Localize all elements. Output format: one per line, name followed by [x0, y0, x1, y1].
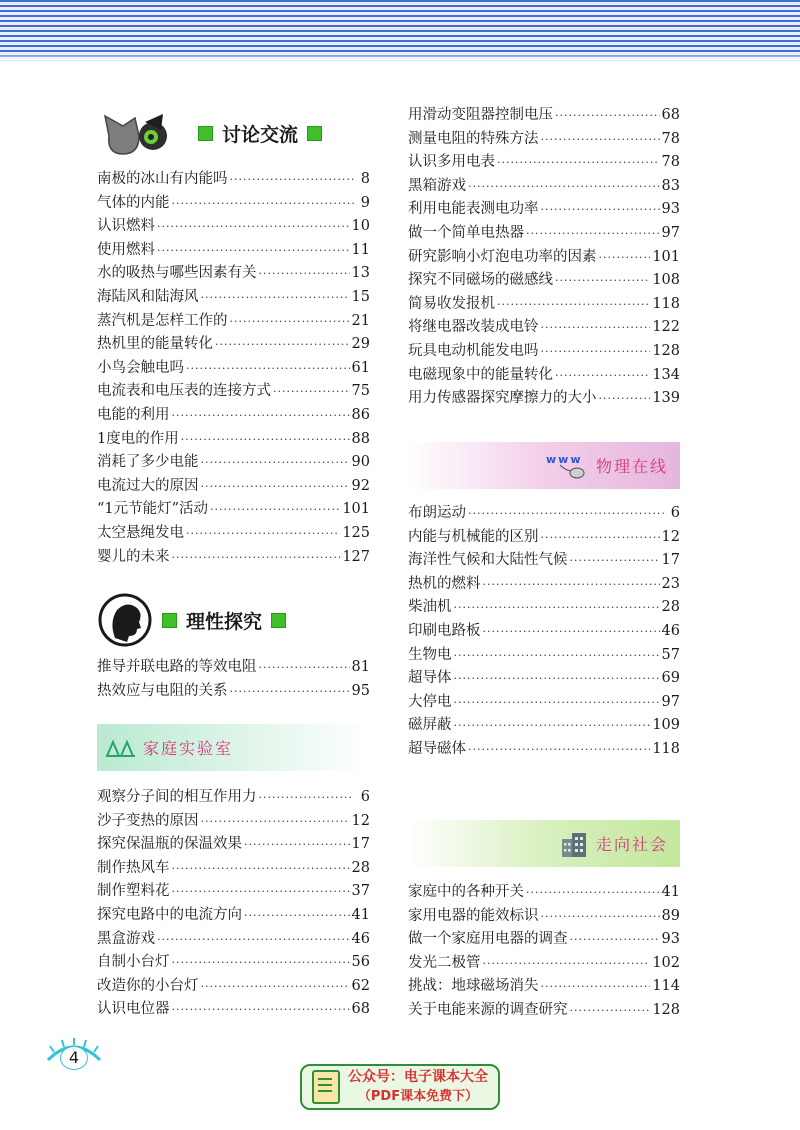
toc-entry-page: 41 — [351, 906, 370, 923]
green-square-icon — [271, 613, 286, 628]
page-number: 4 — [60, 1046, 88, 1070]
toc-entry — [97, 498, 370, 522]
toc-entry — [97, 286, 370, 310]
toc-entry — [408, 596, 680, 620]
toc-leader-dots — [230, 168, 355, 192]
toc-entry-title: 内能与机械能的区别 — [408, 528, 539, 545]
toc-entry — [408, 340, 680, 364]
toc-entry-page: 46 — [351, 930, 370, 947]
toc-entry — [408, 644, 680, 668]
toc-entry-page: 61 — [351, 359, 370, 376]
toc-entry-page: 9 — [360, 194, 370, 211]
toc-entry — [408, 714, 680, 738]
toc-entry — [408, 104, 680, 128]
toc-entry-title: 1度电的作用 — [97, 430, 179, 447]
toc-entry — [97, 333, 370, 357]
toc-entry — [97, 928, 370, 952]
toc-entry — [408, 952, 680, 976]
www-mouse-icon — [544, 451, 590, 481]
toc-entry-page: 89 — [661, 907, 680, 924]
toc-entry-title: 认识多用电表 — [408, 154, 495, 171]
watermark-line2: （PDF课本免费下） — [357, 1089, 479, 1104]
toc-entry-page: 13 — [351, 265, 370, 282]
flask-icon — [105, 738, 137, 758]
toc-entry — [408, 549, 680, 573]
toc-entry-title: 用力传感器探究摩擦力的大小 — [408, 390, 597, 407]
toc-entry-title: 探究电路中的电流方向 — [97, 906, 242, 923]
toc-leader-dots — [210, 498, 340, 522]
toc-entry-title: 简易收发报机 — [408, 295, 495, 312]
toc-leader-dots — [541, 340, 651, 364]
toc-leader-dots — [186, 357, 350, 381]
toc-entry-title: 电能的利用 — [97, 406, 170, 423]
toc-leader-dots — [570, 928, 660, 952]
toc-list-physics-online — [408, 502, 680, 762]
toc-leader-dots — [273, 380, 350, 404]
toc-entry-page: 134 — [652, 366, 680, 383]
cat-discussion-icon — [101, 108, 189, 158]
toc-leader-dots — [483, 620, 660, 644]
toc-entry — [97, 428, 370, 452]
toc-entry-page: 8 — [360, 171, 370, 187]
toc-leader-dots — [454, 644, 660, 668]
toc-entry — [97, 975, 370, 999]
toc-entry-page: 93 — [661, 201, 680, 218]
toc-entry-page: 139 — [652, 390, 680, 407]
toc-entry — [97, 451, 370, 475]
toc-entry — [97, 262, 370, 286]
toc-leader-dots — [541, 905, 660, 929]
toc-entry — [408, 293, 680, 317]
toc-entry — [97, 380, 370, 404]
toc-entry-page: 97 — [661, 224, 680, 241]
toc-entry — [408, 667, 680, 691]
toc-entry — [97, 786, 370, 810]
toc-entry-title: 南极的冰山有内能吗 — [97, 171, 228, 187]
toc-leader-dots — [244, 904, 350, 928]
toc-leader-dots — [541, 526, 660, 550]
toc-leader-dots — [172, 951, 350, 975]
toc-entry — [408, 999, 680, 1023]
toc-entry-page: 21 — [351, 312, 370, 329]
toc-entry-page: 101 — [342, 501, 370, 518]
toc-entry — [408, 573, 680, 597]
toc-leader-dots — [230, 680, 350, 704]
toc-leader-dots — [599, 246, 651, 270]
toc-leader-dots — [468, 502, 664, 526]
toc-entry-title: “1元节能灯”活动 — [97, 501, 209, 518]
toc-entry-page: 78 — [661, 130, 680, 147]
toc-entry-title: 热机的燃料 — [408, 575, 481, 592]
toc-entry — [408, 198, 680, 222]
toc-leader-dots — [454, 714, 651, 738]
toc-entry-title: 气体的内能 — [97, 194, 170, 211]
toc-entry — [97, 833, 370, 857]
toc-leader-dots — [541, 975, 651, 999]
toc-entry-page: 128 — [652, 342, 680, 359]
toc-entry-title: 自制小台灯 — [97, 954, 170, 971]
toc-leader-dots — [454, 691, 660, 715]
toc-leader-dots — [172, 998, 350, 1022]
toc-entry — [97, 857, 370, 881]
toc-entry-page: 78 — [661, 154, 680, 171]
toc-entry-page: 23 — [661, 575, 680, 592]
toc-entry-page: 46 — [661, 622, 680, 639]
toc-entry-title: 电流表和电压表的连接方式 — [97, 383, 271, 400]
toc-entry-page: 10 — [351, 218, 370, 235]
toc-list-society — [408, 881, 680, 1023]
toc-entry-page: 118 — [652, 740, 680, 757]
toc-entry — [408, 526, 680, 550]
toc-entry-page: 68 — [351, 1001, 370, 1018]
toc-entry-title: 生物电 — [408, 646, 452, 663]
toc-entry — [97, 546, 370, 570]
toc-entry-title: 电磁现象中的能量转化 — [408, 366, 553, 383]
book-icon — [312, 1070, 340, 1104]
toc-entry-page: 41 — [661, 884, 680, 900]
toc-entry-title: 观察分子间的相互作用力 — [97, 789, 257, 805]
section-title-physics-online: 物理在线 — [595, 457, 668, 476]
toc-entry-page: 88 — [351, 430, 370, 447]
toc-leader-dots — [157, 215, 350, 239]
toc-entry-title: 热机里的能量转化 — [97, 336, 213, 353]
toc-entry-page: 83 — [661, 177, 680, 194]
toc-entry — [97, 168, 370, 192]
green-square-icon — [307, 126, 322, 141]
toc-leader-dots — [541, 198, 660, 222]
toc-entry-title: 印刷电路板 — [408, 622, 481, 639]
toc-leader-dots — [468, 738, 650, 762]
toc-entry — [97, 310, 370, 334]
toc-entry-title: 消耗了多少电能 — [97, 454, 199, 471]
toc-entry-title: 热效应与电阻的关系 — [97, 682, 228, 699]
toc-entry-title: 大停电 — [408, 693, 452, 710]
section-header-discussion — [101, 108, 331, 158]
toc-entry-title: 挑战：地球磁场消失 — [408, 978, 539, 995]
toc-entry-title: 家庭中的各种开关 — [408, 884, 524, 900]
toc-entry-title: 探究不同磁场的磁感线 — [408, 272, 553, 289]
head-profile-icon — [97, 592, 153, 648]
toc-list-home-lab-part1 — [97, 786, 370, 1022]
toc-entry-page: 101 — [652, 248, 680, 265]
toc-leader-dots — [201, 475, 350, 499]
toc-leader-dots — [259, 786, 355, 810]
top-stripe-banner — [0, 0, 800, 62]
green-square-icon — [198, 126, 213, 141]
toc-leader-dots — [483, 573, 660, 597]
toc-entry-page: 62 — [351, 977, 370, 994]
toc-leader-dots — [259, 262, 350, 286]
toc-entry-page: 81 — [351, 659, 370, 675]
section-title-society: 走向社会 — [595, 835, 668, 854]
toc-entry-page: 127 — [342, 548, 370, 565]
toc-entry — [97, 357, 370, 381]
toc-entry-title: 超导体 — [408, 670, 452, 687]
toc-entry-page: 118 — [652, 295, 680, 312]
toc-entry-page: 28 — [661, 599, 680, 616]
toc-entry — [408, 502, 680, 526]
toc-entry-title: 蒸汽机是怎样工作的 — [97, 312, 228, 329]
toc-leader-dots — [497, 293, 650, 317]
toc-leader-dots — [555, 269, 650, 293]
toc-entry-page: 56 — [351, 954, 370, 971]
toc-entry — [408, 222, 680, 246]
toc-entry-page: 37 — [351, 883, 370, 900]
toc-entry-title: 沙子变热的原因 — [97, 812, 199, 829]
toc-entry — [408, 881, 680, 905]
watermark-stamp — [300, 1064, 500, 1110]
toc-entry-page: 92 — [351, 477, 370, 494]
toc-entry — [97, 475, 370, 499]
toc-leader-dots — [497, 151, 660, 175]
toc-leader-dots — [244, 833, 350, 857]
toc-entry-page: 122 — [652, 319, 680, 336]
toc-leader-dots — [599, 387, 651, 411]
toc-leader-dots — [172, 404, 350, 428]
toc-entry-page: 17 — [661, 552, 680, 569]
toc-entry-page: 75 — [351, 383, 370, 400]
toc-leader-dots — [172, 857, 350, 881]
toc-entry-title: 玩具电动机能发电吗 — [408, 342, 539, 359]
toc-entry-title: 太空悬绳发电 — [97, 524, 184, 541]
page-number-badge — [44, 1044, 104, 1072]
toc-entry-title: 磁屏蔽 — [408, 717, 452, 734]
toc-entry — [408, 364, 680, 388]
toc-entry — [408, 738, 680, 762]
toc-leader-dots — [454, 596, 660, 620]
toc-leader-dots — [157, 239, 350, 263]
building-icon — [560, 831, 590, 857]
toc-leader-dots — [259, 656, 350, 680]
toc-entry — [408, 175, 680, 199]
toc-entry-page: 6 — [360, 789, 370, 805]
toc-entry — [97, 810, 370, 834]
toc-entry-page: 29 — [351, 336, 370, 353]
toc-list-inquiry — [97, 656, 370, 703]
toc-entry-title: 利用电能表测电功率 — [408, 201, 539, 218]
toc-entry-title: 家用电器的能效标识 — [408, 907, 539, 924]
toc-leader-dots — [201, 975, 350, 999]
toc-entry — [408, 928, 680, 952]
toc-entry-title: 认识燃料 — [97, 218, 155, 235]
toc-entry-title: 制作塑料花 — [97, 883, 170, 900]
toc-leader-dots — [483, 952, 651, 976]
toc-leader-dots — [555, 364, 650, 388]
toc-entry-page: 69 — [661, 670, 680, 687]
toc-entry-page: 17 — [351, 836, 370, 853]
toc-entry — [408, 316, 680, 340]
section-title-inquiry: 理性探究 — [186, 610, 263, 633]
toc-entry-page: 15 — [351, 288, 370, 305]
toc-leader-dots — [541, 128, 660, 152]
toc-entry-title: 测量电阻的特殊方法 — [408, 130, 539, 147]
toc-leader-dots — [186, 522, 340, 546]
toc-leader-dots — [526, 222, 660, 246]
toc-entry-title: 做一个简单电热器 — [408, 224, 524, 241]
toc-entry — [97, 192, 370, 216]
section-title-discussion: 讨论交流 — [222, 123, 299, 146]
toc-leader-dots — [454, 667, 660, 691]
toc-leader-dots — [201, 286, 350, 310]
toc-entry-title: 将继电器改装成电铃 — [408, 319, 539, 336]
toc-leader-dots — [172, 192, 355, 216]
toc-entry — [97, 522, 370, 546]
toc-entry-title: 超导磁体 — [408, 740, 466, 757]
toc-entry-title: 使用燃料 — [97, 241, 155, 258]
toc-entry-title: 婴儿的未来 — [97, 548, 170, 565]
toc-entry — [97, 998, 370, 1022]
toc-entry — [408, 905, 680, 929]
toc-entry-page: 93 — [661, 931, 680, 948]
toc-entry-page: 125 — [342, 524, 370, 541]
toc-entry-title: 黑盒游戏 — [97, 930, 155, 947]
toc-entry-title: 水的吸热与哪些因素有关 — [97, 265, 257, 282]
toc-entry-page: 12 — [661, 528, 680, 545]
toc-leader-dots — [555, 104, 660, 128]
toc-leader-dots — [172, 880, 350, 904]
toc-entry-page: 109 — [652, 717, 680, 734]
toc-entry-page: 12 — [351, 812, 370, 829]
toc-entry — [97, 215, 370, 239]
toc-list-home-lab-part2 — [408, 104, 680, 411]
toc-entry-page: 28 — [351, 859, 370, 876]
toc-entry-title: 电流过大的原因 — [97, 477, 199, 494]
toc-entry-title: 研究影响小灯泡电功率的因素 — [408, 248, 597, 265]
section-header-physics-online — [408, 442, 680, 489]
toc-entry-title: 黑箱游戏 — [408, 177, 466, 194]
toc-entry — [97, 951, 370, 975]
toc-entry-title: 探究保温瓶的保温效果 — [97, 836, 242, 853]
section-header-inquiry — [97, 592, 295, 648]
toc-entry-page: 128 — [652, 1001, 680, 1018]
toc-entry-title: 推导并联电路的等效电阻 — [97, 659, 257, 675]
toc-entry — [97, 239, 370, 263]
toc-entry — [408, 128, 680, 152]
toc-entry — [408, 691, 680, 715]
toc-entry — [97, 904, 370, 928]
toc-entry-page: 102 — [652, 954, 680, 971]
toc-entry-title: 发光二极管 — [408, 954, 481, 971]
toc-list-discussion — [97, 168, 370, 569]
toc-entry-title: 小鸟会触电吗 — [97, 359, 184, 376]
toc-entry-page: 86 — [351, 406, 370, 423]
toc-entry-title: 改造你的小台灯 — [97, 977, 199, 994]
toc-entry-page: 90 — [351, 454, 370, 471]
toc-entry — [97, 404, 370, 428]
section-header-home-lab — [97, 724, 369, 771]
toc-entry-page: 11 — [351, 241, 370, 258]
toc-entry-page: 114 — [652, 978, 680, 995]
toc-leader-dots — [201, 810, 350, 834]
toc-entry — [97, 656, 370, 680]
section-header-society — [408, 820, 680, 867]
toc-leader-dots — [570, 999, 651, 1023]
toc-leader-dots — [570, 549, 660, 573]
toc-entry-title: 做一个家庭用电器的调查 — [408, 931, 568, 948]
toc-entry — [97, 880, 370, 904]
toc-leader-dots — [541, 316, 651, 340]
watermark-line1: 公众号：电子课本大全 — [348, 1069, 488, 1085]
green-square-icon — [162, 613, 177, 628]
toc-entry-title: 海陆风和陆海风 — [97, 288, 199, 305]
toc-leader-dots — [157, 928, 350, 952]
toc-entry-title: 认识电位器 — [97, 1001, 170, 1018]
toc-leader-dots — [172, 546, 341, 570]
toc-entry-title: 布朗运动 — [408, 505, 466, 521]
toc-leader-dots — [230, 310, 350, 334]
toc-entry-page: 95 — [351, 682, 370, 699]
toc-entry-title: 海洋性气候和大陆性气候 — [408, 552, 568, 569]
toc-entry-page: 108 — [652, 272, 680, 289]
toc-leader-dots — [201, 451, 350, 475]
toc-entry — [408, 151, 680, 175]
toc-entry-title: 关于电能来源的调查研究 — [408, 1001, 568, 1018]
toc-entry-page: 68 — [661, 107, 680, 123]
toc-leader-dots — [526, 881, 660, 905]
toc-entry-page: 57 — [661, 646, 680, 663]
toc-leader-dots — [181, 428, 350, 452]
www-label: www — [545, 452, 583, 466]
toc-entry — [408, 246, 680, 270]
toc-leader-dots — [468, 175, 660, 199]
section-title-home-lab: 家庭实验室 — [143, 739, 234, 758]
toc-entry — [408, 387, 680, 411]
toc-entry-title: 制作热风车 — [97, 859, 170, 876]
toc-entry — [408, 620, 680, 644]
toc-entry-title: 用滑动变阻器控制电压 — [408, 107, 553, 123]
toc-entry — [408, 269, 680, 293]
toc-entry-page: 6 — [670, 505, 680, 521]
toc-entry — [408, 975, 680, 999]
toc-leader-dots — [215, 333, 350, 357]
toc-entry-page: 97 — [661, 693, 680, 710]
toc-entry — [97, 680, 370, 704]
toc-entry-title: 柴油机 — [408, 599, 452, 616]
